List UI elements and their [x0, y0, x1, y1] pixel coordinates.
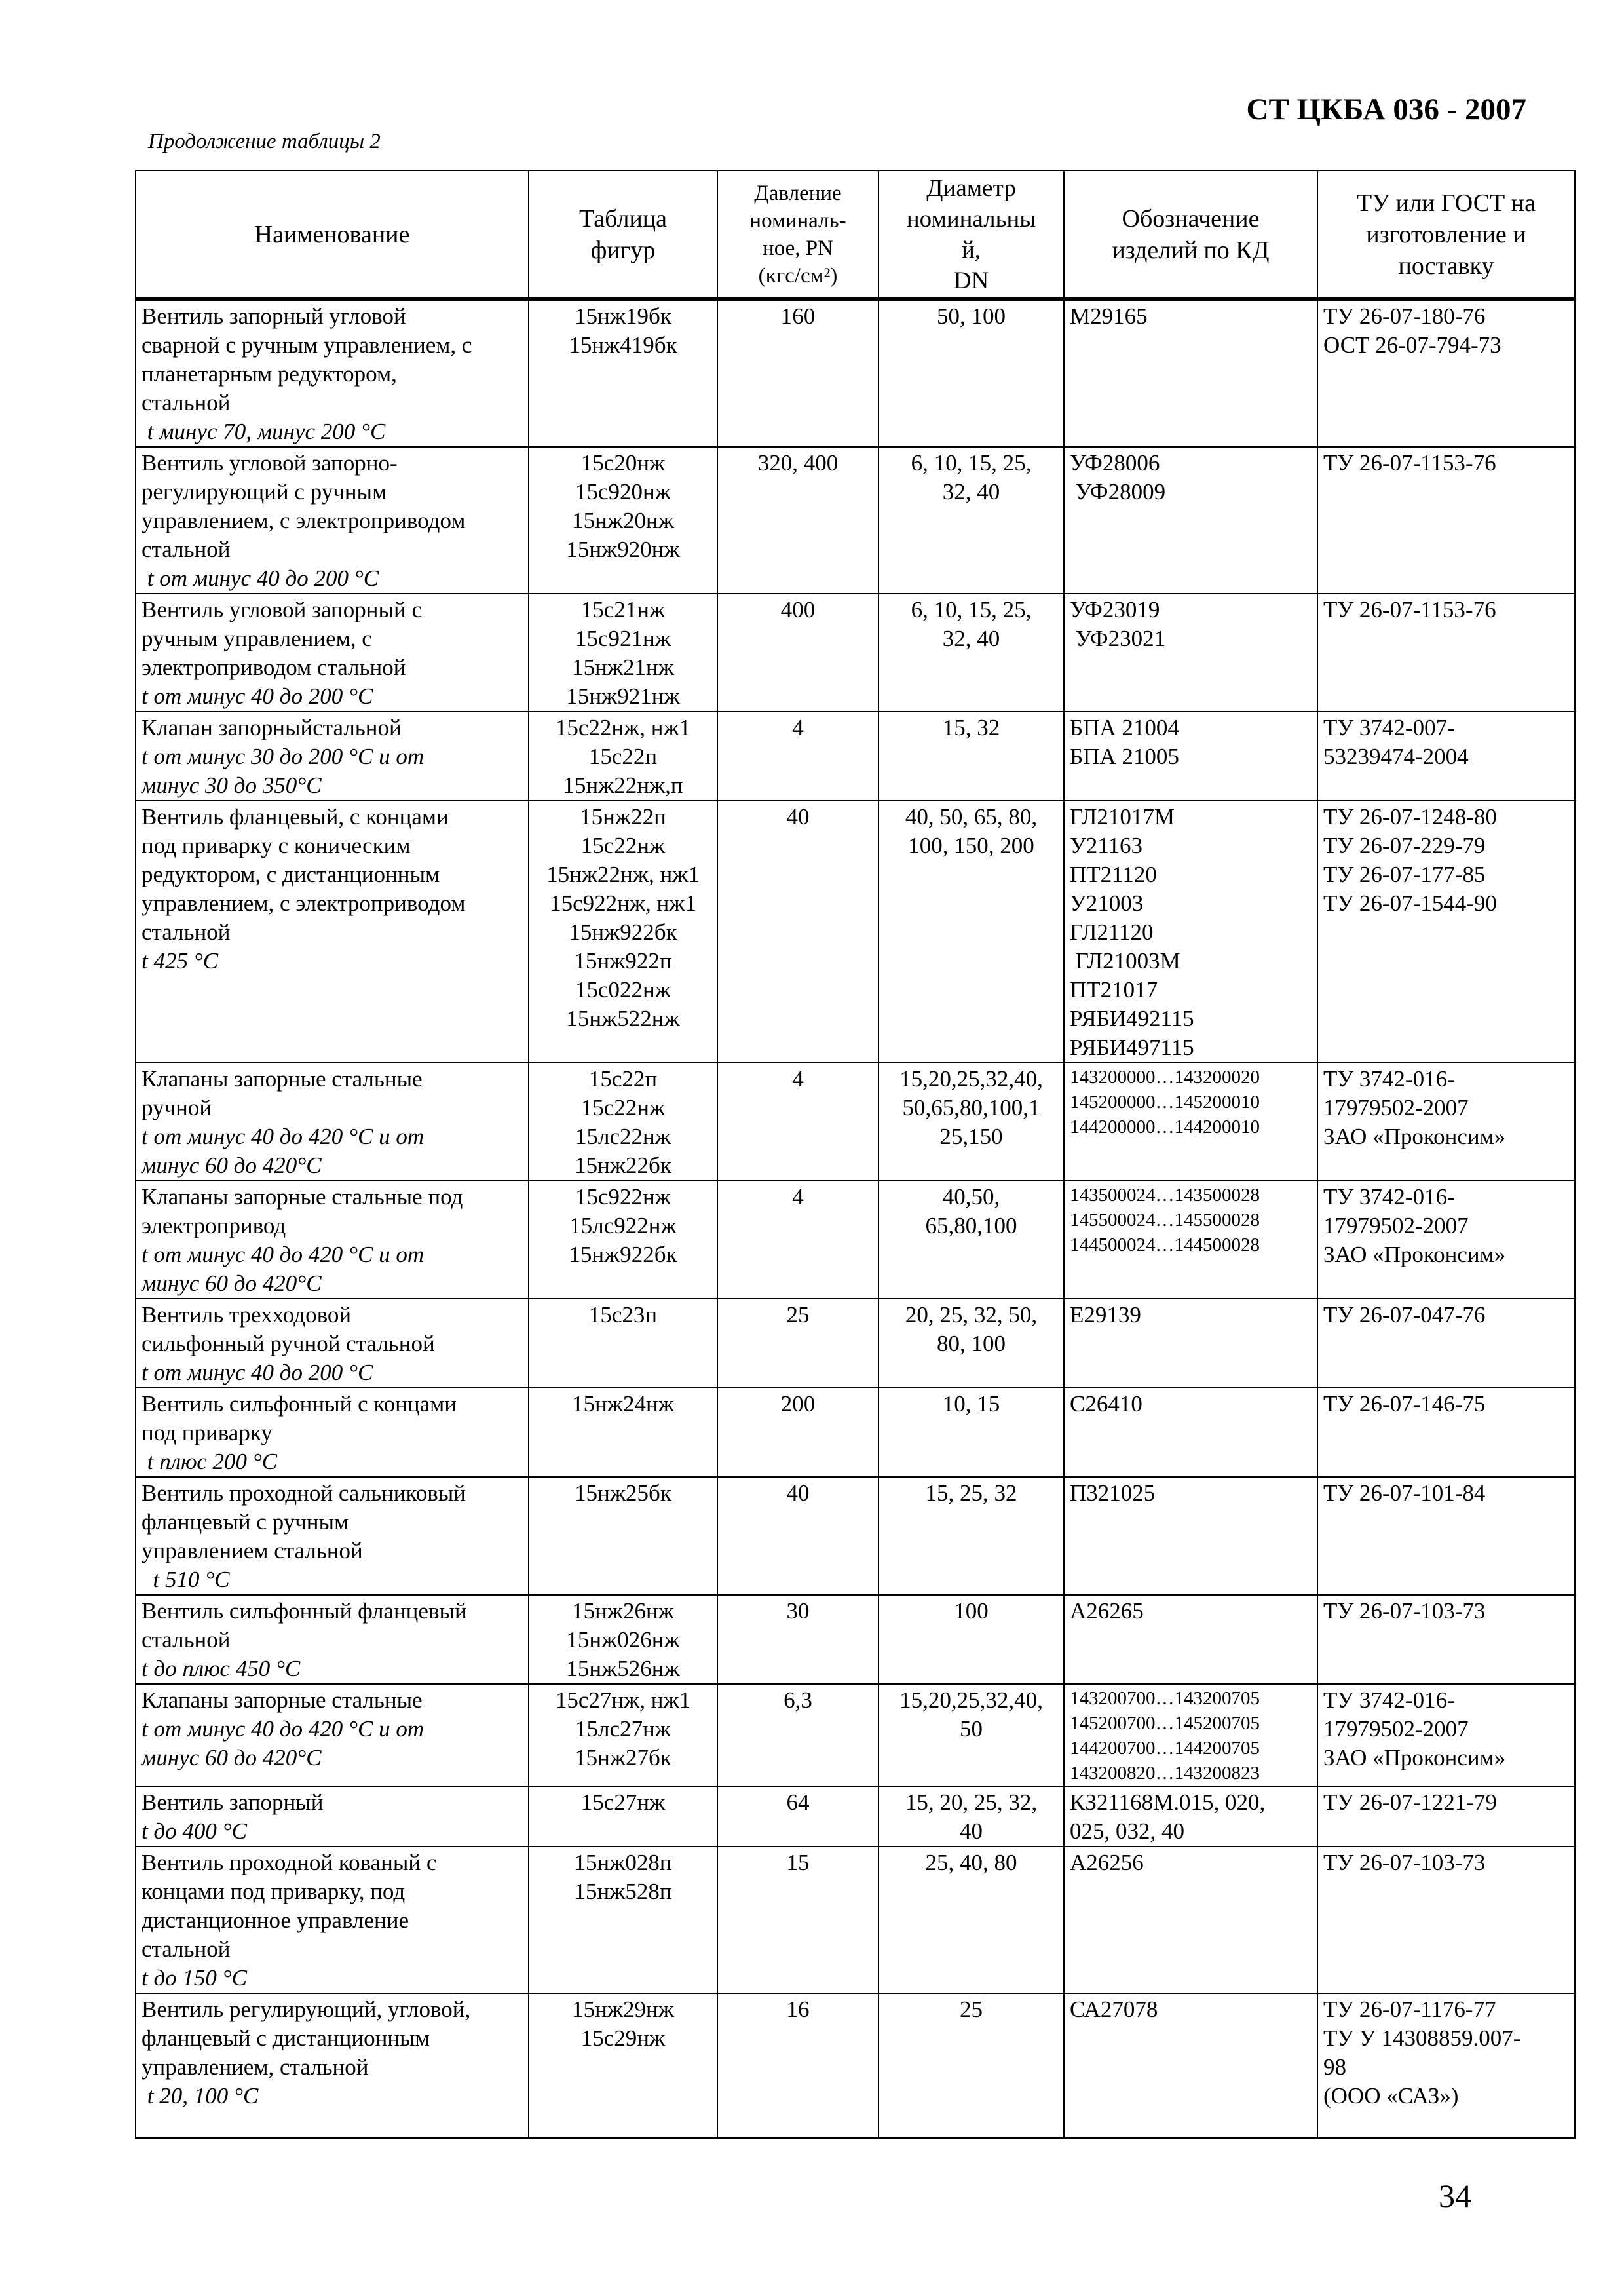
cell-spec: ТУ 26-07-180-76 ОСТ 26-07-794-73: [1317, 299, 1575, 448]
cell-diameter: 25, 40, 80: [878, 1846, 1064, 1993]
cell-spec: ТУ 3742-007- 53239474-2004: [1317, 712, 1575, 801]
cell-diameter: 15,20,25,32,40, 50: [878, 1684, 1064, 1786]
cell-figure: 15с27нж: [529, 1786, 717, 1846]
document-code: СТ ЦКБА 036 - 2007: [1246, 92, 1526, 126]
cell-name: Вентиль трехходовой сильфонный ручной стальной t от минус 40 до 200 °C: [136, 1299, 529, 1388]
cell-designation: УФ28006 УФ28009: [1064, 447, 1317, 594]
cell-figure: 15нж24нж: [529, 1388, 717, 1477]
cell-spec: ТУ 3742-016- 17979502-2007 ЗАО «Проконсим»: [1317, 1063, 1575, 1181]
table-row: [136, 1684, 1575, 1786]
temperature-range: t от минус 40 до 200 °C: [142, 683, 373, 709]
cell-pressure: 40: [717, 801, 878, 1063]
cell-diameter: 6, 10, 15, 25, 32, 40: [878, 594, 1064, 712]
cell-designation: УФ23019 УФ23021: [1064, 594, 1317, 712]
temperature-range: t от минус 40 до 420 °C и от минус 60 до 420°C: [142, 1124, 425, 1178]
cell-designation: С26410: [1064, 1388, 1317, 1477]
table-row: [136, 712, 1575, 801]
header-name: Наименование: [136, 170, 529, 299]
cell-pressure: 6,3: [717, 1684, 878, 1786]
cell-figure: 15с23п: [529, 1299, 717, 1388]
cell-diameter: 6, 10, 15, 25, 32, 40: [878, 447, 1064, 594]
cell-designation: П321025: [1064, 1477, 1317, 1595]
cell-designation: 143200700…143200705 145200700…145200705 144200700…144200705 143200820…143200823: [1064, 1684, 1317, 1786]
cell-pressure: 160: [717, 299, 878, 448]
cell-pressure: 64: [717, 1786, 878, 1846]
cell-designation: КЗ21168М.015, 020, 025, 032, 40: [1064, 1786, 1317, 1846]
cell-diameter: 20, 25, 32, 50, 80, 100: [878, 1299, 1064, 1388]
table-row: [136, 801, 1575, 1063]
cell-figure: 15с27нж, нж1 15лс27нж 15нж27бк: [529, 1684, 717, 1786]
cell-name: Клапан запорныйстальной t от минус 30 до 200 °C и от минус 30 до 350°C: [136, 712, 529, 801]
cell-name: Вентиль проходной кованый с концами под приварку, под дистанционное управление стальной t до 150 °C: [136, 1846, 529, 1993]
cell-name: Вентиль фланцевый, с концами под приварку с коническим редуктором, с дистанционным управлением, с электроприводом стальной t 425 °C: [136, 801, 529, 1063]
cell-name: Клапаны запорные стальные под электропривод t от минус 40 до 420 °C и от минус 60 до 420°C: [136, 1181, 529, 1299]
cell-name: Вентиль угловой запорно- регулирующий с ручным управлением, с электроприводом стальной t от минус 40 до 200 °C: [136, 447, 529, 594]
cell-name: Клапаны запорные стальные t от минус 40 до 420 °C и от минус 60 до 420°C: [136, 1684, 529, 1786]
cell-spec: ТУ 3742-016- 17979502-2007 ЗАО «Проконсим»: [1317, 1181, 1575, 1299]
cell-figure: 15нж26нж 15нж026нж 15нж526нж: [529, 1595, 717, 1684]
temperature-range: t от минус 40 до 200 °C: [142, 1360, 373, 1385]
cell-diameter: 50, 100: [878, 299, 1064, 448]
cell-diameter: 40, 50, 65, 80, 100, 150, 200: [878, 801, 1064, 1063]
cell-name: Вентиль запорный t до 400 °C: [136, 1786, 529, 1846]
cell-spec: ТУ 26-07-146-75: [1317, 1388, 1575, 1477]
temperature-range: t от минус 30 до 200 °C и от минус 30 до 350°C: [142, 744, 425, 798]
cell-pressure: 15: [717, 1846, 878, 1993]
cell-spec: ТУ 26-07-1221-79: [1317, 1786, 1575, 1846]
temperature-range: t от минус 40 до 200 °C: [142, 565, 379, 591]
cell-name: Вентиль регулирующий, угловой, фланцевый с дистанционным управлением, стальной t 20, 100 °C: [136, 1993, 529, 2138]
cell-figure: 15с20нж 15с920нж 15нж20нж 15нж920нж: [529, 447, 717, 594]
header-designation: Обозначение изделий по КД: [1064, 170, 1317, 299]
cell-pressure: 4: [717, 712, 878, 801]
temperature-range: t 20, 100 °C: [142, 2083, 259, 2109]
cell-diameter: 10, 15: [878, 1388, 1064, 1477]
cell-designation: А26256: [1064, 1846, 1317, 1993]
cell-diameter: 100: [878, 1595, 1064, 1684]
table-row: [136, 1181, 1575, 1299]
table-row: [136, 1063, 1575, 1181]
temperature-range: t до 400 °C: [142, 1818, 248, 1844]
cell-designation: 143500024…143500028 145500024…145500028 144500024…144500028: [1064, 1181, 1317, 1299]
table-row: [136, 594, 1575, 712]
table-row: [136, 447, 1575, 594]
cell-figure: 15с21нж 15с921нж 15нж21нж 15нж921нж: [529, 594, 717, 712]
header-spec: ТУ или ГОСТ на изготовление и поставку: [1317, 170, 1575, 299]
table-row: [136, 1299, 1575, 1388]
page-number: 34: [1439, 2177, 1471, 2214]
table-continuation-caption: Продолжение таблицы 2: [148, 130, 381, 153]
table-header-row: [136, 170, 1575, 299]
cell-designation: ГЛ21017М У21163 ПТ21120 У21003 ГЛ21120 ГЛ21003М ПТ21017 РЯБИ492115 РЯБИ497115: [1064, 801, 1317, 1063]
cell-figure: 15нж29нж 15с29нж: [529, 1993, 717, 2138]
cell-designation: СА27078: [1064, 1993, 1317, 2138]
cell-name: Вентиль проходной сальниковый фланцевый с ручным управлением стальной t 510 °C: [136, 1477, 529, 1595]
cell-diameter: 15, 25, 32: [878, 1477, 1064, 1595]
cell-figure: 15с22п 15с22нж 15лс22нж 15нж22бк: [529, 1063, 717, 1181]
cell-diameter: 25: [878, 1993, 1064, 2138]
header-diameter: Диаметр номинальны й, DN: [878, 170, 1064, 299]
cell-pressure: 4: [717, 1181, 878, 1299]
cell-pressure: 200: [717, 1388, 878, 1477]
cell-designation: 143200000…143200020 145200000…145200010 144200000…144200010: [1064, 1063, 1317, 1181]
cell-diameter: 15, 20, 25, 32, 40: [878, 1786, 1064, 1846]
cell-figure: 15нж19бк 15нж419бк: [529, 299, 717, 448]
cell-designation: М29165: [1064, 299, 1317, 448]
cell-pressure: 4: [717, 1063, 878, 1181]
cell-figure: 15нж25бк: [529, 1477, 717, 1595]
table-row: [136, 1993, 1575, 2138]
temperature-range: t от минус 40 до 420 °C и от минус 60 до 420°C: [142, 1716, 425, 1770]
cell-spec: ТУ 26-07-103-73: [1317, 1846, 1575, 1993]
table-row: [136, 1786, 1575, 1846]
table-row: [136, 299, 1575, 448]
cell-name: Вентиль угловой запорный с ручным управлением, с электроприводом стальной t от минус 40 до 200 °C: [136, 594, 529, 712]
cell-spec: ТУ 26-07-1176-77 ТУ У 14308859.007- 98 (ООО «САЗ»): [1317, 1993, 1575, 2138]
products-table: [135, 170, 1576, 2139]
cell-pressure: 400: [717, 594, 878, 712]
cell-figure: 15нж22п 15с22нж 15нж22нж, нж1 15с922нж, нж1 15нж922бк 15нж922п 15с022нж 15нж522нж: [529, 801, 717, 1063]
cell-spec: ТУ 26-07-1248-80 ТУ 26-07-229-79 ТУ 26-07-177-85 ТУ 26-07-1544-90: [1317, 801, 1575, 1063]
cell-name: Вентиль сильфонный фланцевый стальной t до плюс 450 °C: [136, 1595, 529, 1684]
cell-designation: БПА 21004 БПА 21005: [1064, 712, 1317, 801]
table-row: [136, 1388, 1575, 1477]
cell-name: Вентиль сильфонный с концами под приварку t плюс 200 °C: [136, 1388, 529, 1477]
temperature-range: t до 150 °C: [142, 1965, 248, 1991]
cell-pressure: 16: [717, 1993, 878, 2138]
cell-name: Вентиль запорный угловой сварной с ручным управлением, с планетарным редуктором, стальной t минус 70, минус 200 °C: [136, 299, 529, 448]
cell-designation: Е29139: [1064, 1299, 1317, 1388]
cell-pressure: 25: [717, 1299, 878, 1388]
cell-designation: А26265: [1064, 1595, 1317, 1684]
cell-spec: ТУ 3742-016- 17979502-2007 ЗАО «Проконсим»: [1317, 1684, 1575, 1786]
table-body: [136, 299, 1575, 2139]
table-row: [136, 1477, 1575, 1595]
cell-diameter: 15,20,25,32,40, 50,65,80,100,1 25,150: [878, 1063, 1064, 1181]
header-pressure: Давление номиналь- ное, PN (кгс/см²): [717, 170, 878, 299]
cell-name: Клапаны запорные стальные ручной t от минус 40 до 420 °C и от минус 60 до 420°C: [136, 1063, 529, 1181]
cell-spec: ТУ 26-07-047-76: [1317, 1299, 1575, 1388]
temperature-range: t 510 °C: [142, 1567, 230, 1592]
temperature-range: t плюс 200 °C: [142, 1449, 278, 1474]
cell-figure: 15нж028п 15нж528п: [529, 1846, 717, 1993]
temperature-range: t до плюс 450 °C: [142, 1656, 301, 1681]
cell-figure: 15с22нж, нж1 15с22п 15нж22нж,п: [529, 712, 717, 801]
cell-diameter: 15, 32: [878, 712, 1064, 801]
header-figure: Таблица фигур: [529, 170, 717, 299]
temperature-range: t от минус 40 до 420 °C и от минус 60 до 420°C: [142, 1242, 425, 1296]
cell-spec: ТУ 26-07-103-73: [1317, 1595, 1575, 1684]
table-row: [136, 1595, 1575, 1684]
table-row: [136, 1846, 1575, 1993]
cell-pressure: 30: [717, 1595, 878, 1684]
cell-spec: ТУ 26-07-1153-76: [1317, 594, 1575, 712]
cell-pressure: 320, 400: [717, 447, 878, 594]
cell-diameter: 40,50, 65,80,100: [878, 1181, 1064, 1299]
cell-spec: ТУ 26-07-1153-76: [1317, 447, 1575, 594]
cell-figure: 15с922нж 15лс922нж 15нж922бк: [529, 1181, 717, 1299]
cell-pressure: 40: [717, 1477, 878, 1595]
temperature-range: t 425 °C: [142, 948, 219, 974]
cell-spec: ТУ 26-07-101-84: [1317, 1477, 1575, 1595]
temperature-range: t минус 70, минус 200 °C: [142, 419, 386, 444]
